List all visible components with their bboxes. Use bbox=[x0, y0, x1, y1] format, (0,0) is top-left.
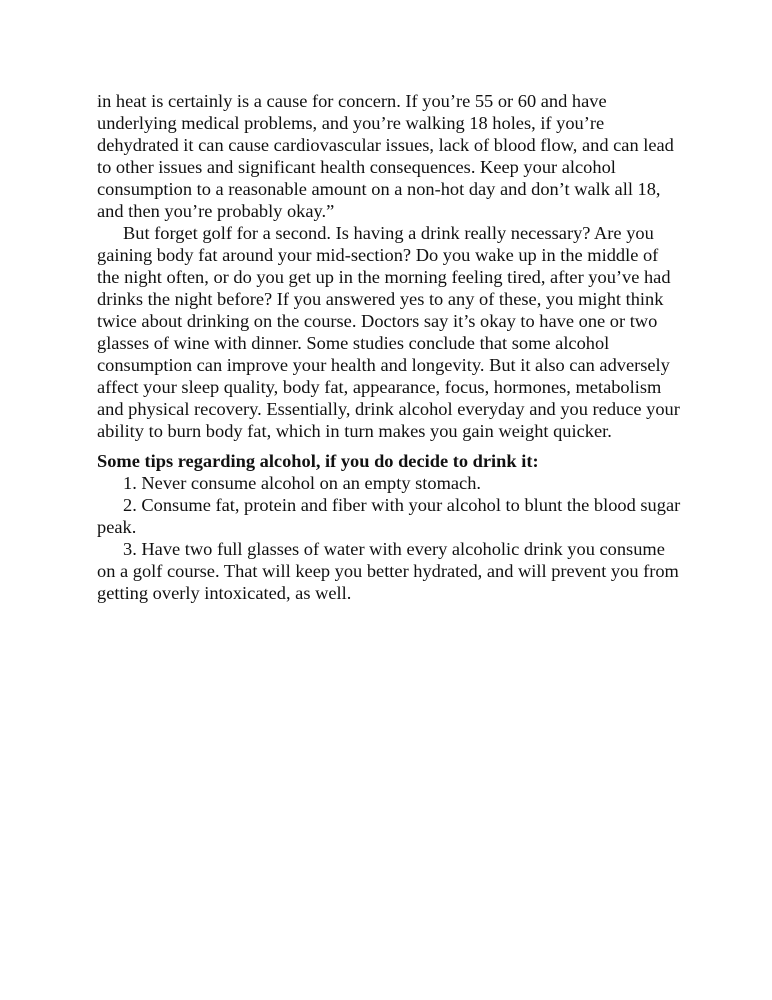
tip-item: 2. Consume fat, protein and fiber with your alcohol to blunt the blood sugar peak. bbox=[97, 495, 681, 537]
paragraph-golf-health: But forget golf for a second. Is having a drink really necessary? Are you gaining body fat around your mid-section? Do you wake up in the middle of the night often, or do you get up in the morning feeling tired, after you’ve had drinks the night before? If you answered yes to any of these, you might think twice about drinking on the course. Doctors say it’s okay to have one or two glasses of wine with dinner. Some studies conclude that some alcohol consumption can improve your health and longevity. But it also can adversely affect your sleep quality, body fat, appearance, focus, hormones, metabolism and physical recovery. Essentially, drink alcohol everyday and you reduce your ability to burn body fat, which in turn makes you gain weight quicker. bbox=[97, 223, 680, 441]
tips-heading: Some tips regarding alcohol, if you do decide to drink it: bbox=[97, 451, 539, 471]
tip-item: 3. Have two full glasses of water with every alcoholic drink you consume on a golf course. That will keep you better hydrated, and will prevent you from getting overly intoxicated, as well. bbox=[97, 539, 679, 603]
tip-item: 1. Never consume alcohol on an empty stomach. bbox=[123, 473, 482, 493]
body-text bbox=[97, 90, 682, 604]
paragraph-continuation: in heat is certainly is a cause for concern. If you’re 55 or 60 and have underlying medical problems, and you’re walking 18 holes, if you’re dehydrated it can cause cardiovascular issues, lack of blood flow, and can lead to other issues and significant health consequences. Keep your alcohol consumption to a reasonable amount on a non-hot day and don’t walk all 18, and then you’re probably okay.” bbox=[97, 91, 674, 221]
